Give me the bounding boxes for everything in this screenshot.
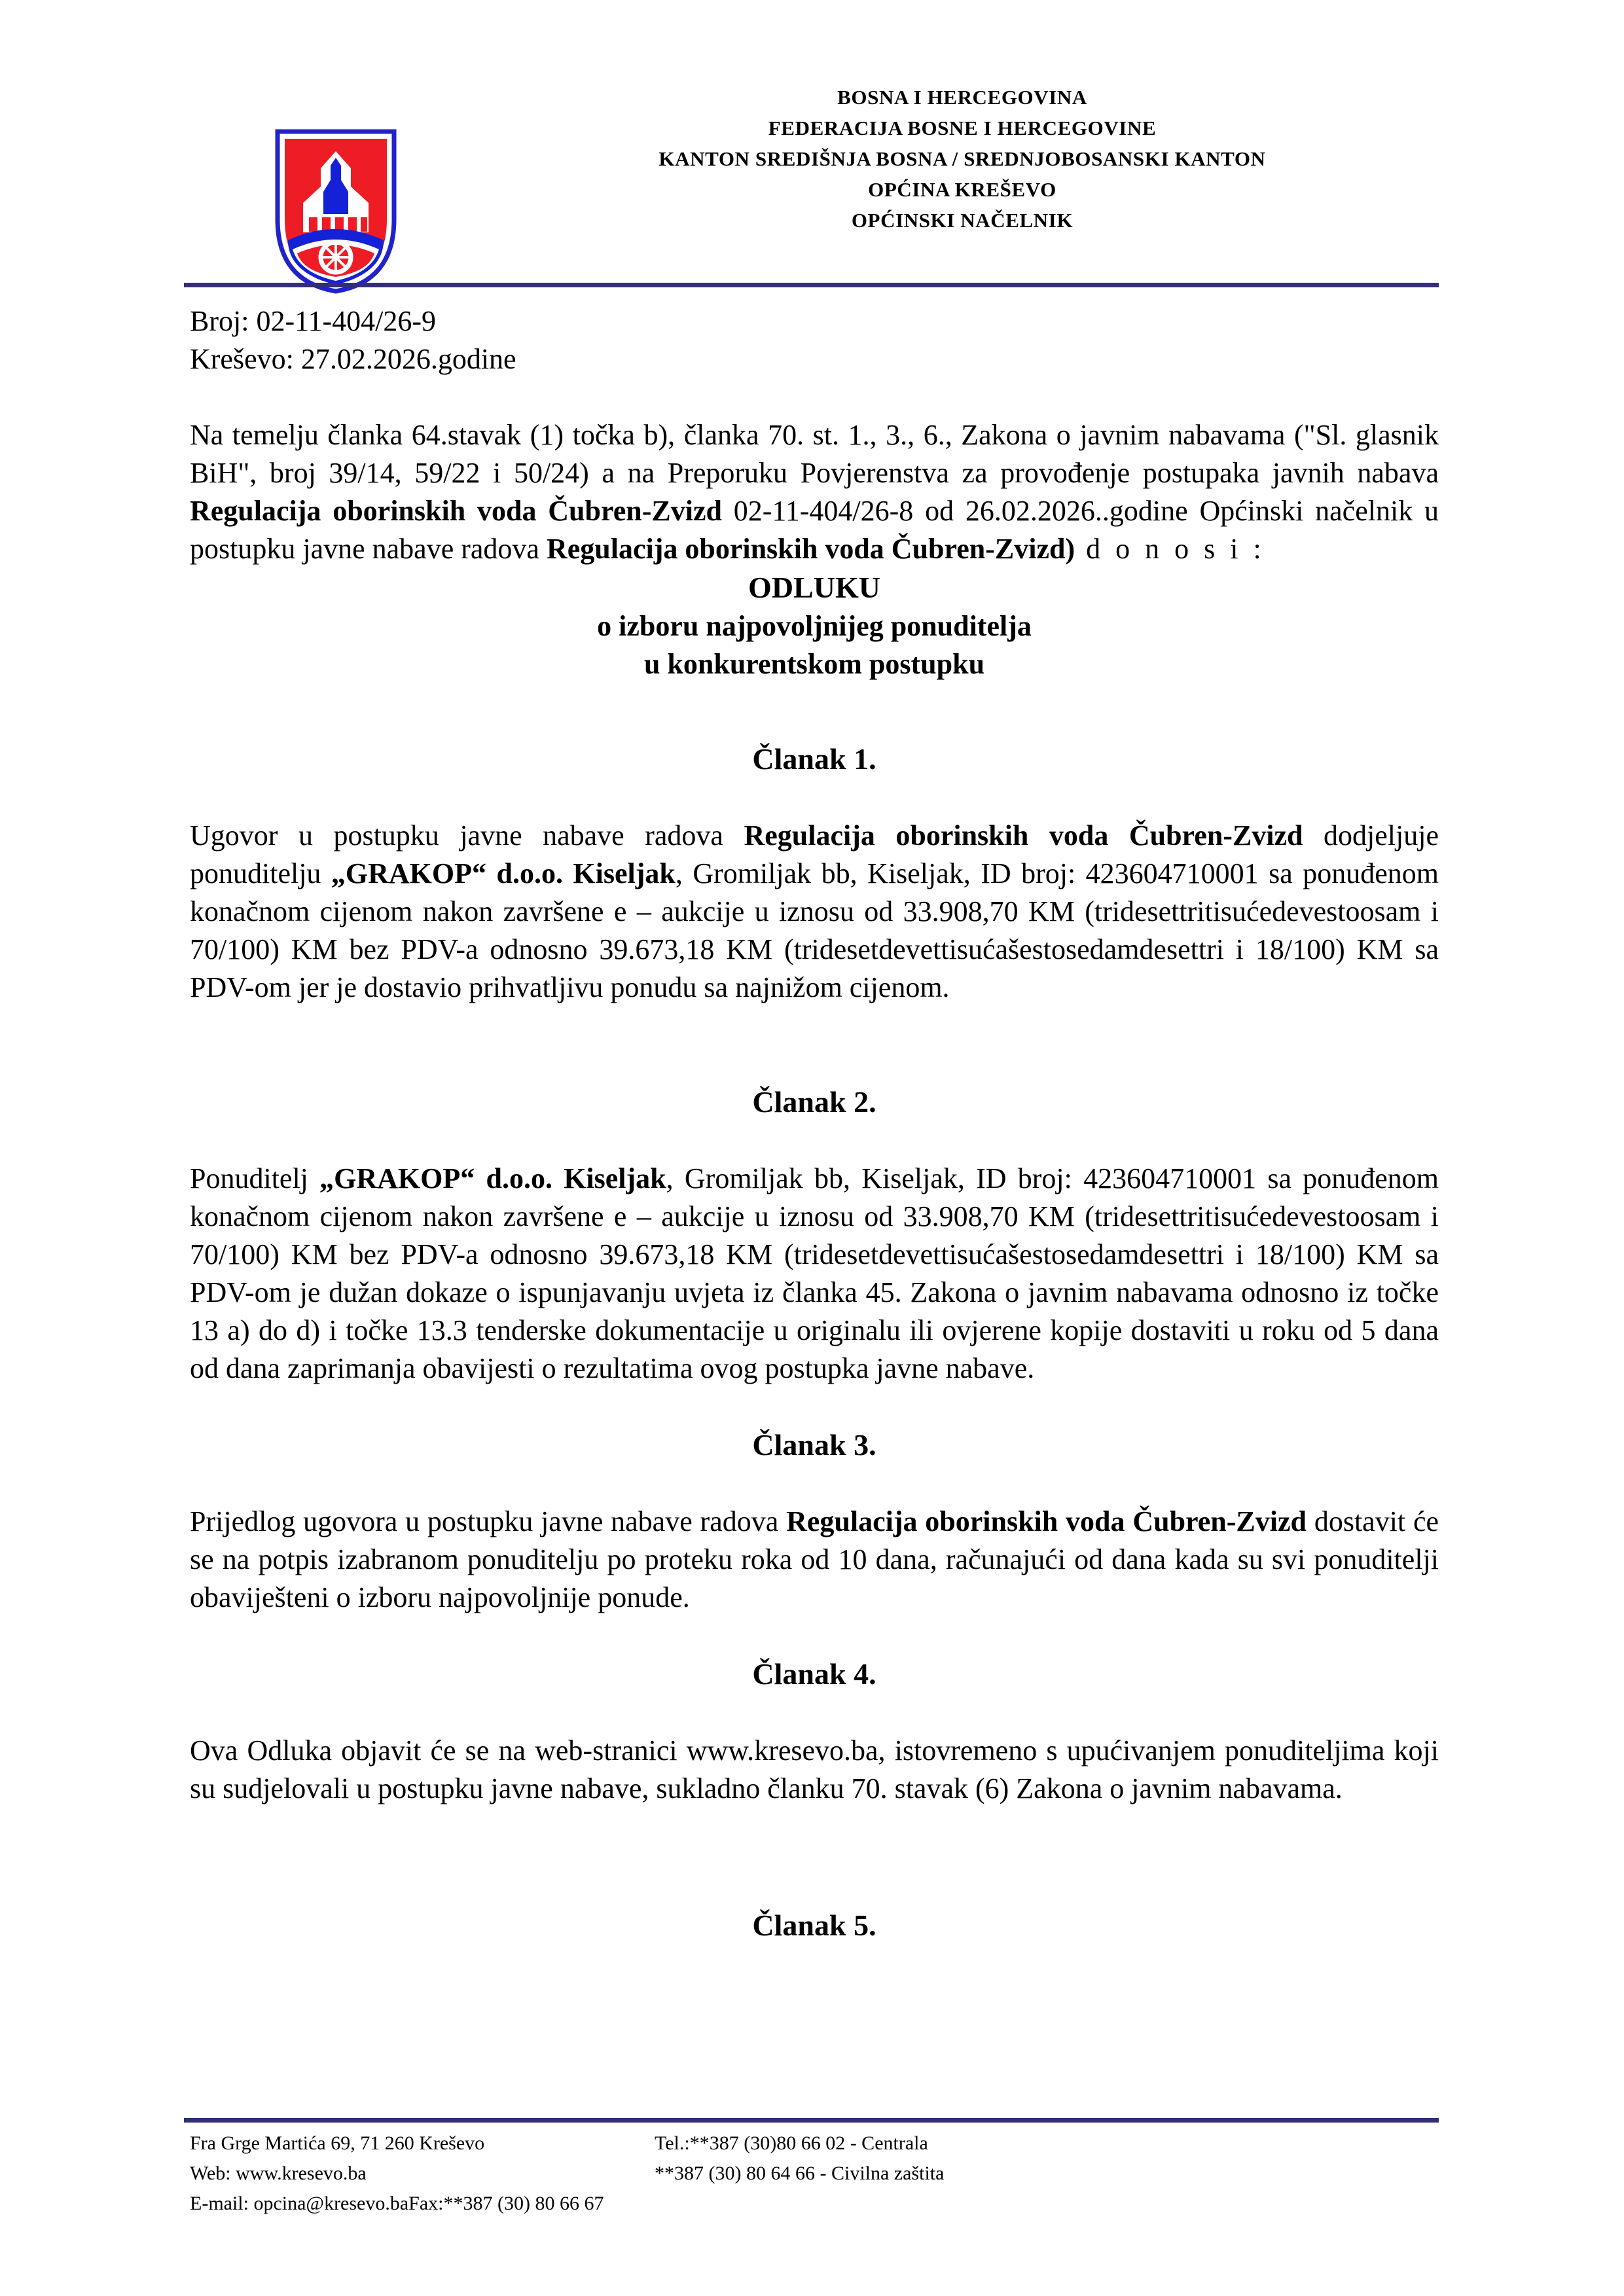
footer-address: Fra Grge Martića 69, 71 260 Kreševo [190,2132,485,2154]
footer-divider [184,2118,1439,2123]
article-body-1 [190,817,1439,1007]
footer-row-1 [190,2128,1439,2159]
article-heading-4: Članak 4. [752,1657,876,1691]
article-body-2 [190,1160,1439,1388]
article-body-3 [190,1503,1439,1617]
place-and-date: Kreševo: 27.02.2026.godine [190,343,516,375]
document-number: Broj: 02-11-404/26-9 [190,305,436,337]
decision-title: ODLUKU [748,571,880,604]
decision-subtitle-1: o izboru najpovoljnijeg ponuditelja [597,610,1032,642]
article-body-4 [190,1732,1439,1808]
preamble-bold-1: Regulacija oborinskih voda Čubren-Zvizd [190,495,722,527]
article-1-seg-0: Ugovor u postupku javne nabave radova [190,819,744,852]
document-body [190,302,1439,1945]
preamble-bold-2: Regulacija oborinskih voda Čubren-Zvizd) [546,533,1075,565]
preamble-part-2: 02-11-404/26-8 od 26.02.2026..godine Općinski načelnik u postupku javne nabave radova [190,495,1439,565]
coat-of-arms-icon [274,128,398,295]
header-divider [184,283,1439,287]
document-header [0,62,1624,259]
article-3-seg-2: dostavit će se na potpis izabranom ponuditelju po proteku roka od 10 dana, računajući od dana kada su svi ponuditelji obaviješteni o izboru najpovoljnije ponude. [190,1505,1439,1613]
article-2-seg-0: Ponuditelj [190,1162,320,1194]
article-heading-5: Članak 5. [752,1909,876,1942]
article-heading-1: Članak 1. [752,742,876,776]
preamble-paragraph [190,416,1439,568]
footer-row-3 [190,2189,1439,2219]
article-heading-3: Članak 3. [752,1428,876,1462]
preamble-part-1: Na temelju članka 64.stavak (1) točka b), članka 70. st. 1., 3., 6., Zakona o javnim nabavama ("Sl. glasnik BiH", broj 39/14, 59/22 i 50/24) a na Preporuku Povjerenstva za provođenje postupaka javnih nabava [190,419,1439,489]
header-line-canton: KANTON SREDIŠNJA BOSNA / SREDNJOBOSANSKI KANTON [659,147,1266,170]
article-1-seg-4: , Gromiljak bb, Kiseljak, ID broj: 423604710001 sa ponuđenom konačnom cijenom nakon završene e – aukcije u iznosu od 33.908,70 KM (tridesettritisućedevestoosam i 70/100) KM bez PDV-a odnosno 39.673,18 KM (tridesetdevettisućašestosedamdesettri i 18/100) KM sa PDV-om jer je dostavio prihvatljivu ponudu sa najnižom cijenom. [190,857,1439,1003]
footer-tel-civilna-zastita: **387 (30) 80 64 66 - Civilna zaštita [655,2162,945,2184]
article-2-seg-1: „GRAKOP“ d.o.o. Kiseljak [319,1162,666,1194]
decision-subtitle-2: u konkurentskom postupku [643,648,985,680]
header-text-block [576,82,1348,236]
article-3-seg-1: Regulacija oborinskih voda Čubren-Zvizd [786,1505,1307,1537]
article-3-seg-0: Prijedlog ugovora u postupku javne nabave radova [190,1505,787,1537]
article-4-seg-0: Ova Odluka objavit će se na web-stranici www.kresevo.ba, istovremeno s upućivanjem ponuditeljima koji su sudjelovali u postupku javne nabave, sukladno članku 70. stavak (6) Zakona o javnim nabavama. [190,1734,1439,1804]
article-1-seg-1: Regulacija oborinskih voda Čubren-Zvizd [744,819,1303,852]
article-2-seg-2: , Gromiljak bb, Kiseljak, ID broj: 423604710001 sa ponuđenom konačnom cijenom nakon završene e – aukcije u iznosu od 33.908,70 KM (tridesettritisućedevestoosam i 70/100) KM bez PDV-a odnosno 39.673,18 KM (tridesetdevettisućašestosedamdesettri i 18/100) KM sa PDV-om je dužan dokaze o ispunjavanju uvjeta iz članka 45. Zakona o javnim nabavama odnosno iz točke 13 a) do d) i točke 13.3 tenderske dokumentacije u originalu ili ovjerene kopije dostaviti u roku od 5 dana od dana zaprimanja obavijesti o rezultatima ovog postupka javne nabave. [190,1162,1439,1384]
header-line-office: OPĆINSKI NAČELNIK [851,209,1074,232]
article-1-seg-3: „GRAKOP“ d.o.o. Kiseljak [331,857,676,889]
footer-tel-centrala: Tel.:**387 (30)80 66 02 - Centrala [655,2132,928,2154]
footer-email-fax: E-mail: opcina@kresevo.baFax:**387 (30) 80 66 67 [190,2193,604,2214]
article-heading-2: Članak 2. [752,1085,876,1119]
header-line-municipality: OPĆINA KREŠEVO [868,178,1056,201]
footer-row-2 [190,2159,1439,2189]
header-line-country: BOSNA I HERCEGOVINA [837,86,1087,109]
footer-web: Web: www.kresevo.ba [190,2162,367,2184]
document-footer [190,2128,1439,2219]
article-1-seg-2: dodjeljuje ponuditelju [190,819,1439,889]
preamble-part-3: d o n o s i : [1075,533,1265,565]
header-line-federation: FEDERACIJA BOSNE I HERCEGOVINE [768,117,1157,139]
